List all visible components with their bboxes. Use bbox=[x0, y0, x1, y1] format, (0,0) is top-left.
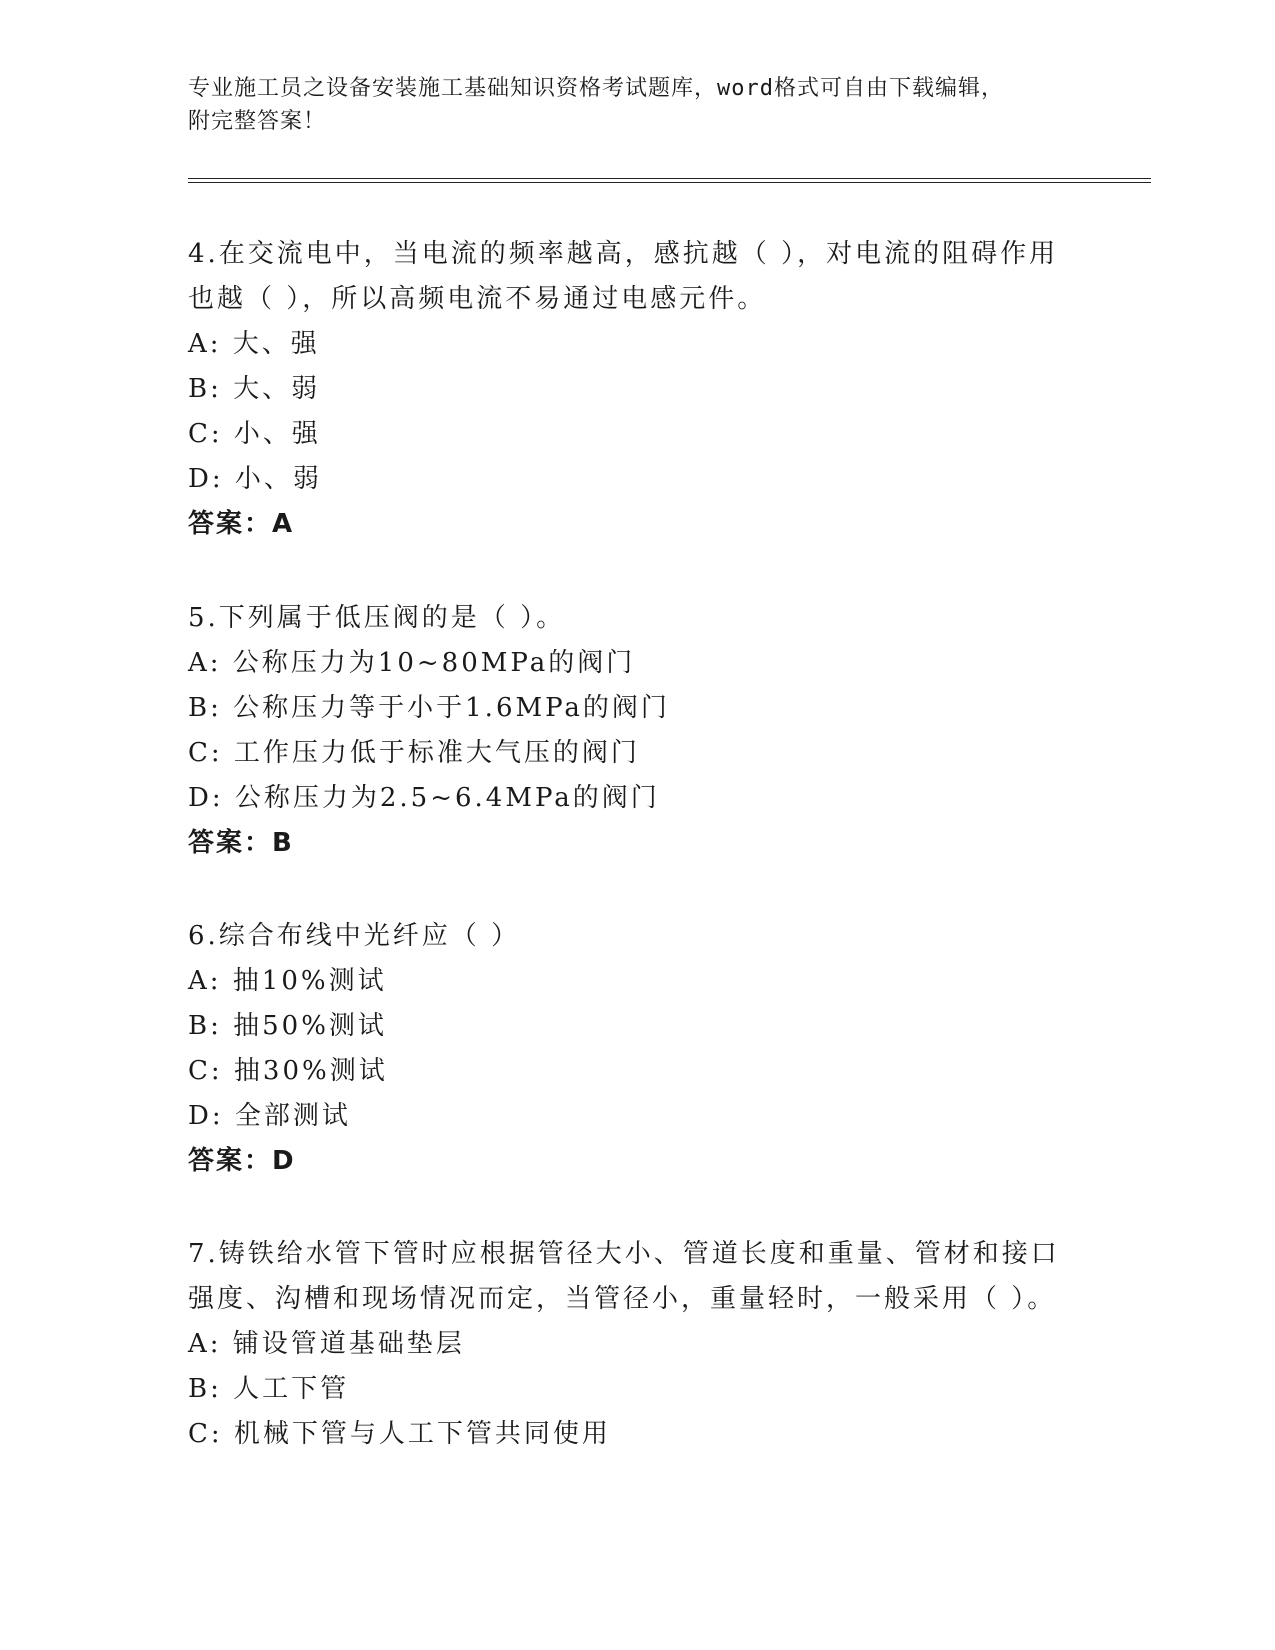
question-stem-line: 7.铸铁给水管下管时应根据管径大小、管道长度和重量、管材和接口 bbox=[188, 1239, 1060, 1269]
option-c: C: 抽30%测试 bbox=[188, 1056, 388, 1086]
question-stem-line: 强度、沟槽和现场情况而定，当管径小，重量轻时，一般采用（ ）。 bbox=[188, 1284, 1057, 1314]
header-divider-top bbox=[188, 178, 1151, 179]
option-b: B: 抽50%测试 bbox=[188, 1011, 387, 1041]
option-d: D: 全部测试 bbox=[188, 1101, 351, 1131]
option-c: C: 小、强 bbox=[188, 419, 321, 449]
option-a: A: 大、强 bbox=[188, 329, 320, 359]
question-stem-line: 5.下列属于低压阀的是（ ）。 bbox=[188, 603, 566, 633]
option-a: A: 公称压力为10~80MPa的阀门 bbox=[188, 648, 636, 678]
option-d: D: 小、弱 bbox=[188, 464, 322, 494]
option-b: B: 公称压力等于小于1.6MPa的阀门 bbox=[188, 693, 670, 723]
document-header bbox=[188, 72, 1068, 138]
option-a: A: 抽10%测试 bbox=[188, 966, 387, 996]
option-c: C: 机械下管与人工下管共同使用 bbox=[188, 1419, 611, 1449]
question-stem-line: 6.综合布线中光纤应（ ） bbox=[188, 921, 521, 951]
option-b: B: 人工下管 bbox=[188, 1374, 350, 1404]
answer-label: 答案：B bbox=[188, 828, 294, 858]
option-b: B: 大、弱 bbox=[188, 374, 321, 404]
option-c: C: 工作压力低于标准大气压的阀门 bbox=[188, 738, 640, 768]
answer-label: 答案：D bbox=[188, 1146, 296, 1176]
header-line-2: 附完整答案！ bbox=[188, 109, 327, 134]
question-6 bbox=[188, 914, 1088, 1184]
question-4 bbox=[188, 232, 1088, 547]
option-d: D: 公称压力为2.5~6.4MPa的阀门 bbox=[188, 783, 660, 813]
question-stem-line: 4.在交流电中，当电流的频率越高，感抗越（ ），对电流的阻碍作用 bbox=[188, 239, 1059, 269]
question-stem-line: 也越（ ），所以高频电流不易通过电感元件。 bbox=[188, 284, 767, 314]
question-7 bbox=[188, 1232, 1088, 1457]
answer-label: 答案：A bbox=[188, 509, 295, 539]
header-line-1: 专业施工员之设备安装施工基础知识资格考试题库，word格式可自由下载编辑， bbox=[188, 76, 1004, 101]
option-a: A: 铺设管道基础垫层 bbox=[188, 1329, 465, 1359]
header-divider-bottom bbox=[188, 182, 1151, 183]
question-5 bbox=[188, 596, 1088, 866]
